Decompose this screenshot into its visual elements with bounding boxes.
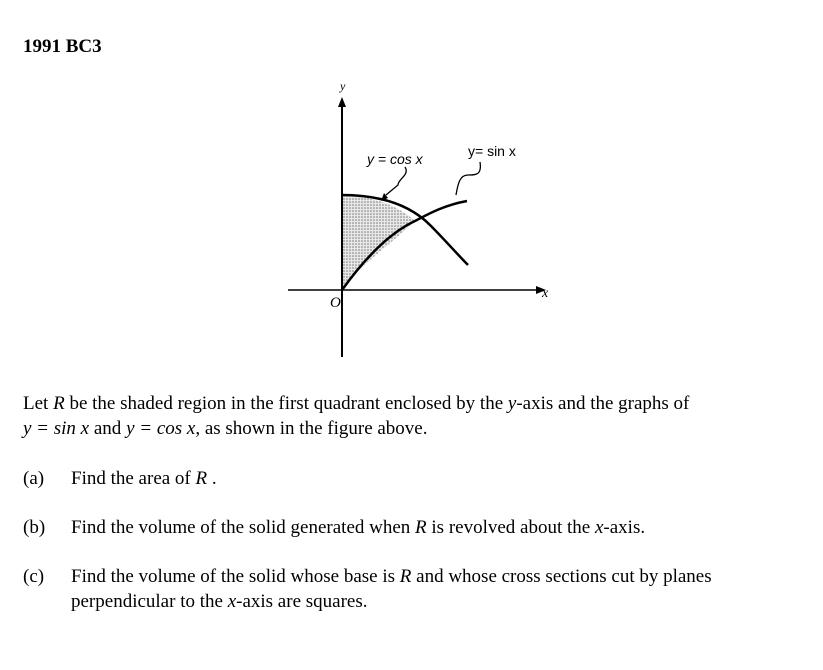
figure <box>280 75 570 370</box>
equation-cos: y = cos x <box>126 418 196 439</box>
y-axis-arrow <box>338 97 346 107</box>
part-text: Find the volume of the solid generated when R is revolved about the x-axis. <box>71 517 646 538</box>
part-text: Find the area of R . <box>71 468 217 489</box>
stem-text: be the shaded region in the first quadrant enclosed by the <box>64 393 508 414</box>
sin-label-leader <box>456 162 480 195</box>
graph-svg <box>280 75 570 365</box>
cos-label-leader <box>386 167 406 195</box>
part-label: (c) <box>23 566 45 587</box>
var-R: R <box>53 393 65 414</box>
problem-heading: 1991 BC3 <box>23 36 102 57</box>
sin-curve-label: y= sin x <box>468 143 516 159</box>
stem-text: , as shown in the figure above. <box>195 418 428 439</box>
part-label: (a) <box>23 468 45 489</box>
origin-label: O <box>330 295 341 311</box>
cos-curve-label: y = cos x <box>367 151 423 167</box>
problem-stem <box>23 391 803 441</box>
stem-text: -axis and the graphs of <box>516 393 690 414</box>
y-axis-label: y <box>340 79 346 93</box>
var-y: y <box>507 393 517 414</box>
part-text: Find the volume of the solid whose base is R and whose cross sections cut by planes perpendicular to the x-axis are squares. <box>71 566 712 612</box>
stem-text: and <box>89 418 127 439</box>
part-label: (b) <box>23 517 46 538</box>
equation-sin: y = sin x <box>23 418 90 439</box>
stem-text: Let <box>23 393 54 414</box>
x-axis-label: x <box>542 286 549 301</box>
